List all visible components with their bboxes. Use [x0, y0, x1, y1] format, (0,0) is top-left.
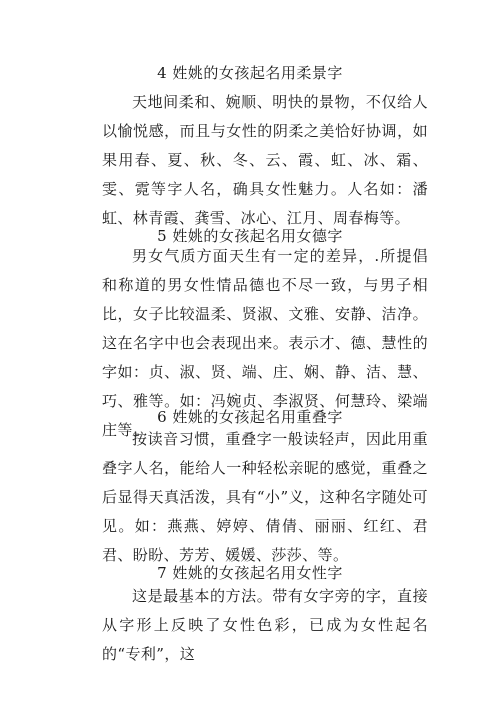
section-heading: 4 姓姚的女孩起名用柔景字	[157, 64, 343, 82]
section-body: 这是最基本的方法。带有女字旁的字，直接从字形上反映了女性色彩，已成为女性起名的“专利”，这	[102, 587, 428, 663]
section-heading: 6 姓姚的女孩起名用重叠字	[157, 408, 343, 426]
section-body: 男女气质方面天生有一定的差异，.所提倡和称道的男女性情品德也不尽一致，与男子相比，女子比较温柔、贤淑、文雅、安静、洁净。这在名字中也会表现出来。表示才、德、慧性的字如：贞、淑、贤、端、庄、娴、静、洁、慧、巧、雅等。如：冯婉贞、李淑贤、何慧玲、梁端庄等。	[102, 247, 428, 439]
section-body: 按读音习惯，重叠字一般读轻声，因此用重叠字人名，能给人一种轻松亲昵的感觉，重叠之后显得天真活泼，具有“小”义，这种名字随处可见。如：燕燕、婷婷、倩倩、丽丽、红红、君君、盼盼、芳芳、媛媛、莎莎、等。	[102, 430, 428, 564]
section-heading: 7 姓姚的女孩起名用女性字	[157, 564, 343, 582]
section-body: 天地间柔和、婉顺、明快的景物，不仅给人以愉悦感，而且与女性的阴柔之美恰好协调，如果用春、夏、秋、冬、云、霞、虹、冰、霜、雯、霓等字人名，确具女性魅力。人名如：潘虹、林青霞、龚雪、冰心、江月、周春梅等。	[102, 93, 428, 227]
section-heading: 5 姓姚的女孩起名用女德字	[157, 227, 343, 245]
